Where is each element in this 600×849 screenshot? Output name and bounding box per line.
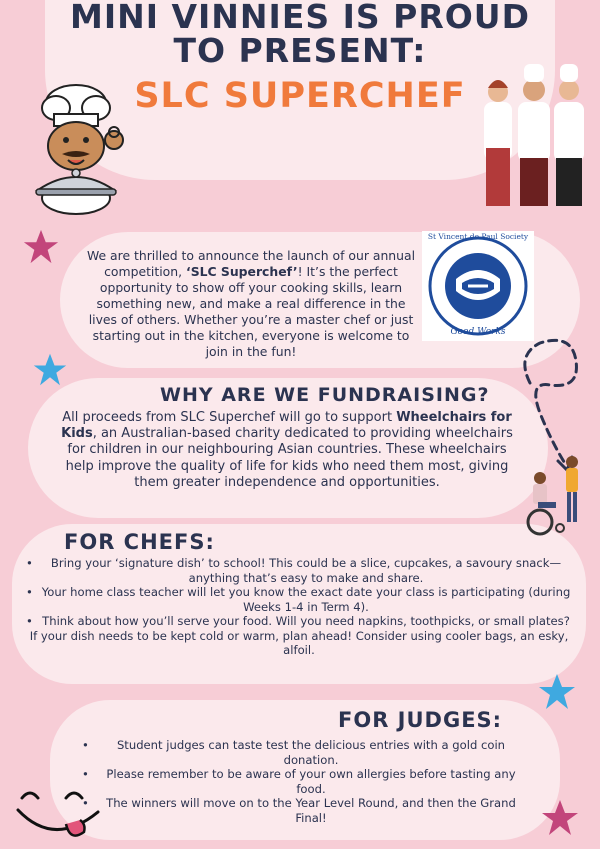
intro-paragraph: We are thrilled to announce the launch of our annual competition, ‘SLC Superchef’! It’s the perfect opportunity to show off your cooking skills, learn something new, and make a real difference in the lives of others. Whether you’re a master chef or just starting out in the kitchen, everyone is welcome to join in the fun! xyxy=(86,248,416,359)
event-title: SLC SUPERCHEF xyxy=(134,76,466,116)
fundraising-heading: WHY ARE WE FUNDRAISING? xyxy=(160,384,490,406)
title-line-1: MINI VINNIES IS PROUD xyxy=(69,0,530,36)
list-item: If your dish needs to be kept cold or warm, plan ahead! Consider using cooler bags, an esky, alfoil. xyxy=(29,628,569,657)
list-item: • Please remember to be aware of your own allergies before tasting any food. xyxy=(82,767,526,796)
star-icon xyxy=(32,352,68,388)
page-title xyxy=(60,0,540,68)
judges-heading: FOR JUDGES: xyxy=(338,708,503,732)
logo-top-text: St Vincent de Paul Society xyxy=(427,232,529,241)
star-icon xyxy=(537,672,577,712)
logo-bottom-text: Good Works xyxy=(450,327,506,337)
star-icon xyxy=(22,228,60,266)
star-icon xyxy=(540,798,580,838)
judges-list xyxy=(82,738,526,825)
yum-face-icon xyxy=(14,784,104,846)
list-item: • Think about how you’ll serve your food. Will you need napkins, toothpicks, or small plates? xyxy=(26,614,572,629)
chef-team-illustration xyxy=(478,58,590,208)
chefs-list xyxy=(26,556,572,658)
chef-illustration xyxy=(16,78,136,218)
list-item: • Student judges can taste test the delicious entries with a gold coin donation. xyxy=(82,738,526,767)
chefs-heading: FOR CHEFS: xyxy=(64,530,215,554)
list-item: • Your home class teacher will let you know the exact date your class is participating (during Weeks 1-4 in Term 4). xyxy=(26,585,572,614)
competition-name: ‘SLC Superchef’ xyxy=(186,264,298,279)
svdp-logo xyxy=(422,231,534,341)
list-item: • The winners will move on to the Year Level Round, and then the Grand Final! xyxy=(82,796,526,825)
charity-name: Wheelchairs for Kids xyxy=(61,410,512,442)
list-item: • Bring your ‘signature dish’ to school! This could be a slice, cupcakes, a savoury snack—anything that’s easy to make and share. xyxy=(26,556,572,585)
fundraising-paragraph: All proceeds from SLC Superchef will go to support Wheelchairs for Kids, an Australian-based charity dedicated to providing wheelchairs for children in our neighbouring Asian countries. These wheelchairs help improve the quality of life for kids who need them most, giving them greater independence and opportunities. xyxy=(61,410,513,490)
wheelchair-illustration xyxy=(520,450,590,540)
title-line-2: TO PRESENT: xyxy=(173,31,427,70)
